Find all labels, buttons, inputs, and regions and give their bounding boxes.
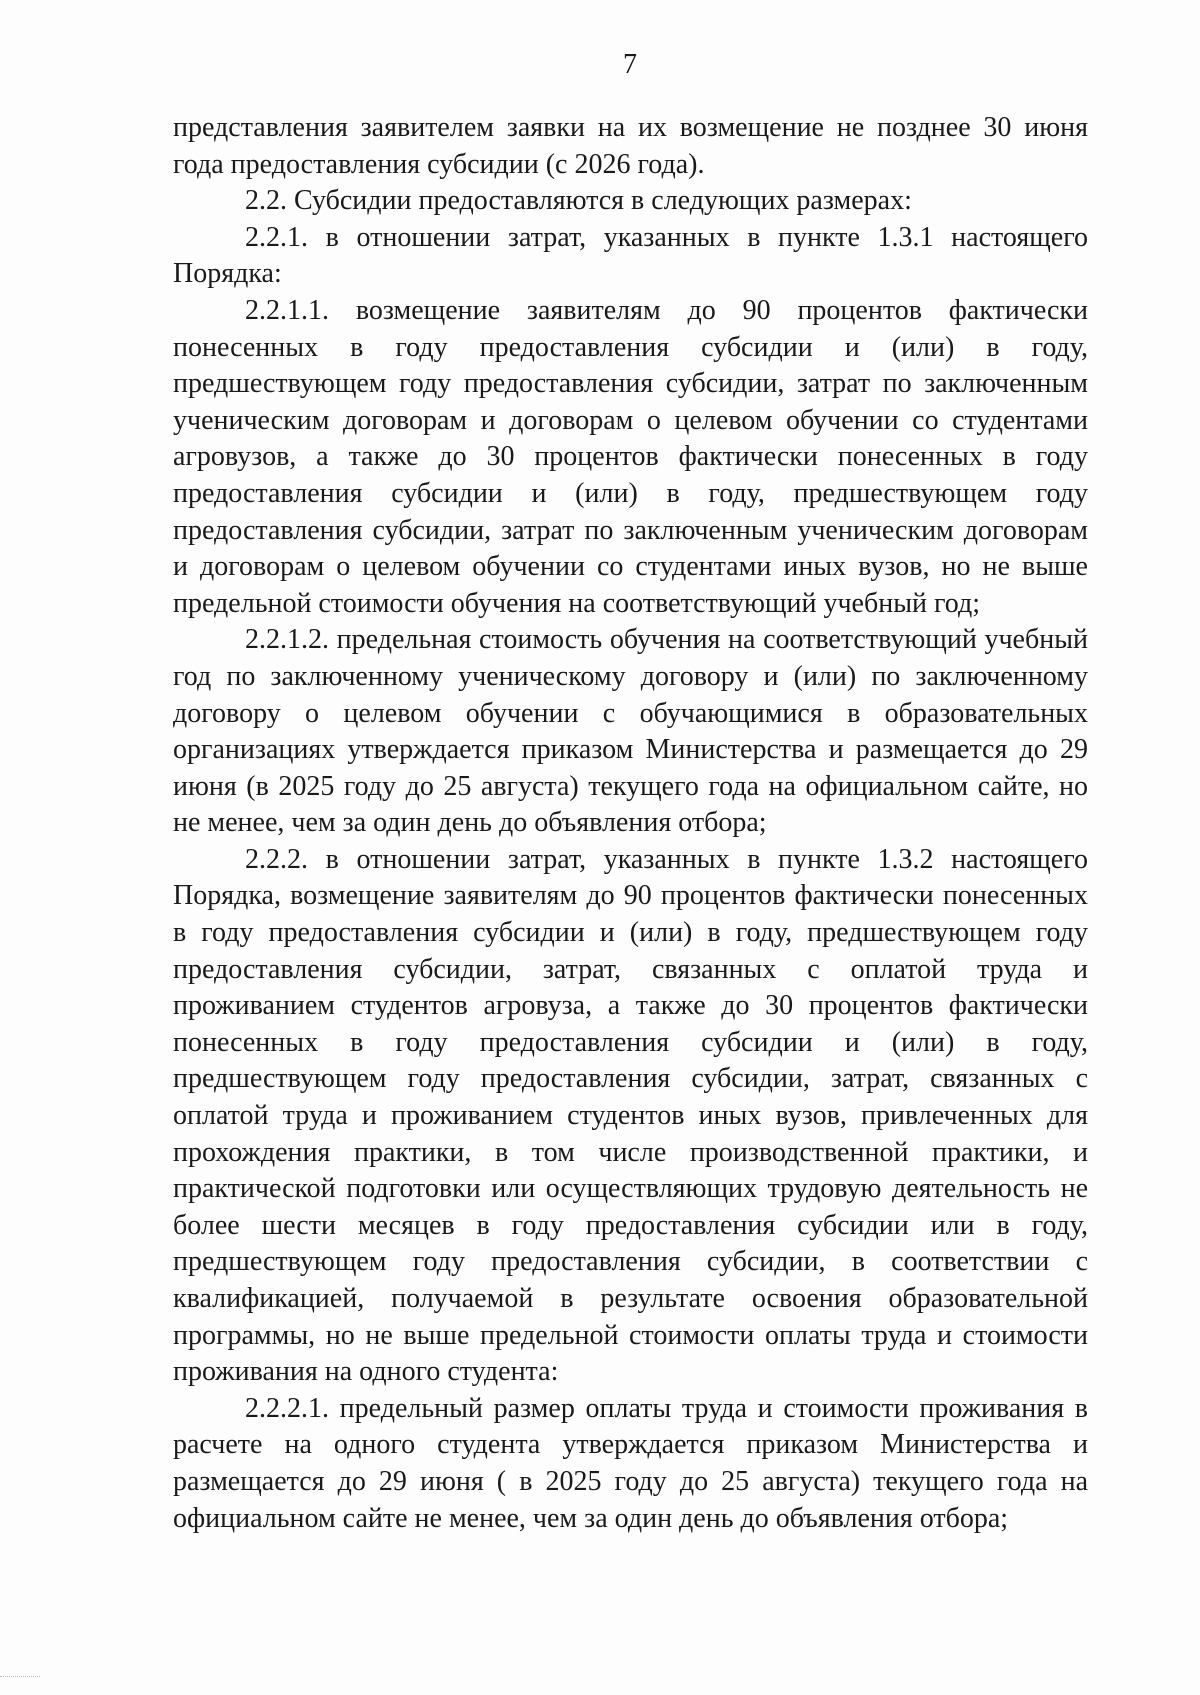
paragraph-continuation: представления заявителем заявки на их возмещение не позднее 30 июня года предоставления субсидии (с 2026 года). xyxy=(173,112,1088,180)
paragraph-2-2-1-2: 2.2.1.2. предельная стоимость обучения на соответствующий учебный год по заключенному ученическому договору и (или) по заключенному договору о целевом обучении с обучающимися в образовательных организациях утверждается приказом Министерства и размещается до 29 июня (в 2025 году до 25 августа) текущего года на официальном сайте, но не менее, чем за один день до объявления отбора; xyxy=(173,624,1088,839)
page-number: 7 xyxy=(623,49,637,80)
document-body xyxy=(173,110,1088,1537)
paragraph-2-2-2-1: 2.2.2.1. предельный размер оплаты труда и стоимости проживания в расчете на одного студента утверждается приказом Министерства и размещается до 29 июня ( в 2025 году до 25 августа) текущего года на официальном сайте не менее, чем за один день до объявления отбора; xyxy=(173,1392,1088,1534)
scan-edge-mark xyxy=(0,1676,40,1683)
paragraph-2-2-2: 2.2.2. в отношении затрат, указанных в пункте 1.3.2 настоящего Порядка, возмещение заявителям до 90 процентов фактически понесенных в году предоставления субсидии и (или) в году, предшествующем году предоставления субсидии, затрат, связанных с оплатой труда и проживанием студентов агровуза, а также до 30 процентов фактически понесенных в году предоставления субсидии и (или) в году, предшествующем году предоставления субсидии, затрат, связанных с оплатой труда и проживанием студентов иных вузов, привлеченных для прохождения практики, в том числе производственной практики, и практической подготовки или осуществляющих трудовую деятельность не более шести месяцев в году предоставления субсидии или в году, предшествующем году предоставления субсидии, в соответствии с квалификацией, получаемой в результате освоения образовательной программы, но не выше предельной стоимости оплаты труда и стоимости проживания на одного студента: xyxy=(173,843,1088,1388)
paragraph-2-2-1-1: 2.2.1.1. возмещение заявителям до 90 процентов фактически понесенных в году предоставления субсидии и (или) в году, предшествующем году предоставления субсидии, затрат по заключенным ученическим договорам и договорам о целевом обучении со студентами агровузов, а также до 30 процентов фактически понесенных в году предоставления субсидии и (или) в году, предшествующем году предоставления субсидии, затрат по заключенным ученическим договорам и договорам о целевом обучении со студентами иных вузов, но не выше предельной стоимости обучения на соответствующий учебный год; xyxy=(173,294,1088,619)
paragraph-2-2-1: 2.2.1. в отношении затрат, указанных в пункте 1.3.1 настоящего Порядка: xyxy=(173,221,1088,290)
paragraph-2-2: 2.2. Субсидии предоставляются в следующих размерах: xyxy=(245,185,912,217)
